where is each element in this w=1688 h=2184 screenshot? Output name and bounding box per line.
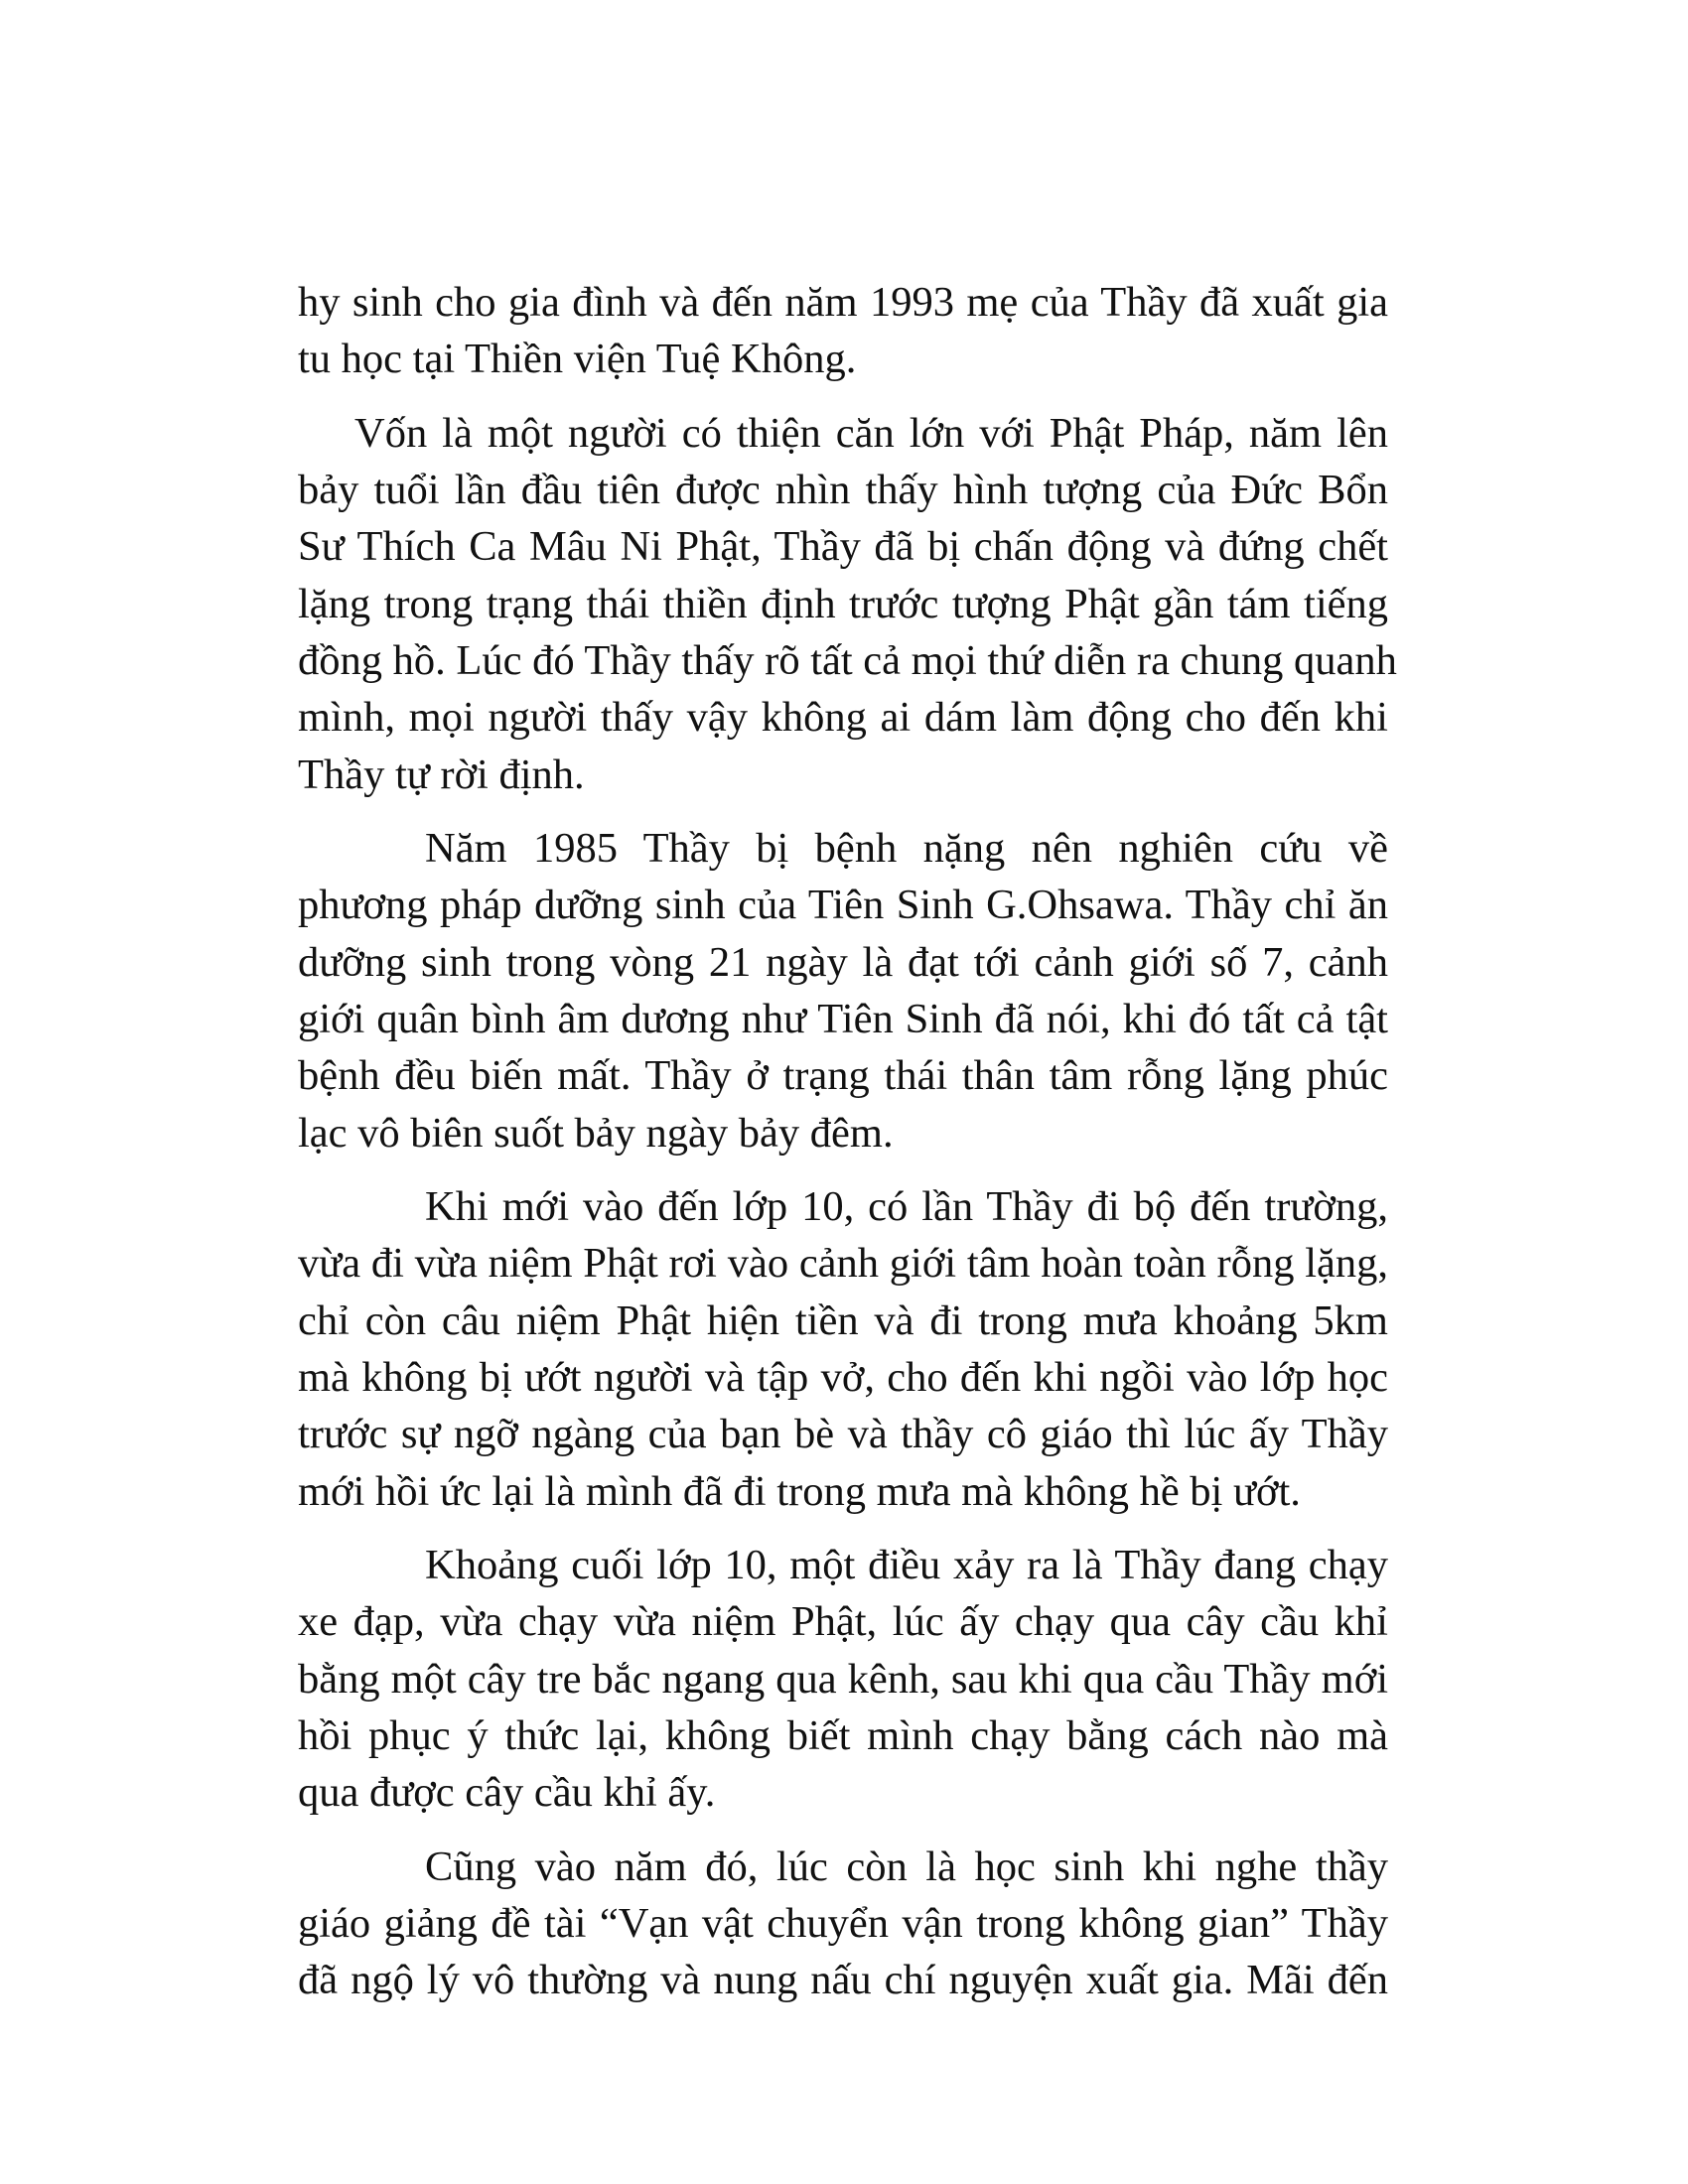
text-line: lạc vô biên suốt bảy ngày bảy đêm. bbox=[298, 1109, 894, 1157]
text-line: mà không bị ướt người và tập vở, cho đến khi ngồi vào lớp học bbox=[298, 1353, 1388, 1401]
text-line: đồng hồ. Lúc đó Thầy thấy rõ tất cả mọi thứ diễn ra chung quanh bbox=[298, 636, 1397, 684]
text-line: Cũng vào năm đó, lúc còn là học sinh khi nghe thầy bbox=[425, 1843, 1388, 1890]
paragraph-1 bbox=[298, 274, 1388, 388]
text-line: phương pháp dưỡng sinh của Tiên Sinh G.Ohsawa. Thầy chỉ ăn bbox=[298, 882, 1388, 929]
text-line: hy sinh cho gia đình và đến năm 1993 mẹ của Thầy đã xuất gia bbox=[298, 279, 1388, 326]
text-line: dưỡng sinh trong vòng 21 ngày là đạt tới cảnh giới số 7, cảnh bbox=[298, 938, 1388, 986]
paragraph-3 bbox=[298, 820, 1388, 1161]
text-line: đã ngộ lý vô thường và nung nấu chí nguyện xuất gia. Mãi đến bbox=[298, 1957, 1388, 2004]
text-line: chỉ còn câu niệm Phật hiện tiền và đi trong mưa khoảng 5km bbox=[298, 1297, 1388, 1344]
text-line: lặng trong trạng thái thiền định trước tượng Phật gần tám tiếng bbox=[298, 580, 1388, 627]
text-line: trước sự ngỡ ngàng của bạn bè và thầy cô giáo thì lúc ấy Thầy bbox=[298, 1411, 1388, 1458]
text-line: Khi mới vào đến lớp 10, có lần Thầy đi bộ đến trường, bbox=[425, 1183, 1388, 1231]
text-line: Thầy tự rời định. bbox=[298, 751, 585, 798]
text-line: giáo giảng đề tài “Vạn vật chuyển vận trong không gian” Thầy bbox=[298, 1899, 1388, 1947]
text-line: Sư Thích Ca Mâu Ni Phật, Thầy đã bị chấn động và đứng chết bbox=[298, 523, 1388, 571]
paragraph-4 bbox=[298, 1178, 1388, 1520]
text-line: mới hồi ức lại là mình đã đi trong mưa mà không hề bị ướt. bbox=[298, 1467, 1301, 1515]
text-line: bằng một cây tre bắc ngang qua kênh, sau khi qua cầu Thầy mới bbox=[298, 1655, 1388, 1703]
text-line: vừa đi vừa niệm Phật rơi vào cảnh giới tâm hoàn toàn rỗng lặng, bbox=[298, 1240, 1388, 1288]
text-line: tu học tại Thiền viện Tuệ Không. bbox=[298, 336, 857, 383]
text-line: giới quân bình âm dương như Tiên Sinh đã nói, khi đó tất cả tật bbox=[298, 995, 1388, 1042]
text-line: hồi phục ý thức lại, không biết mình chạy bằng cách nào mà bbox=[298, 1711, 1388, 1759]
text-line: qua được cây cầu khỉ ấy. bbox=[298, 1769, 716, 1817]
paragraph-2 bbox=[298, 405, 1397, 803]
text-line: mình, mọi người thấy vậy không ai dám làm động cho đến khi bbox=[298, 694, 1388, 742]
text-line: Vốn là một người có thiện căn lớn với Phật Pháp, năm lên bbox=[354, 409, 1388, 457]
text-line: Năm 1985 Thầy bị bệnh nặng nên nghiên cứu về bbox=[425, 825, 1388, 873]
text-line: Khoảng cuối lớp 10, một điều xảy ra là Thầy đang chạy bbox=[425, 1541, 1388, 1588]
text-line: xe đạp, vừa chạy vừa niệm Phật, lúc ấy chạy qua cây cầu khỉ bbox=[298, 1598, 1388, 1646]
text-line: bệnh đều biến mất. Thầy ở trạng thái thân tâm rỗng lặng phúc bbox=[298, 1052, 1388, 1100]
paragraph-6 bbox=[298, 1839, 1388, 2009]
paragraph-5 bbox=[298, 1537, 1388, 1821]
text-line: bảy tuổi lần đầu tiên được nhìn thấy hình tượng của Đức Bổn bbox=[298, 467, 1388, 514]
document-page bbox=[298, 274, 1397, 2026]
